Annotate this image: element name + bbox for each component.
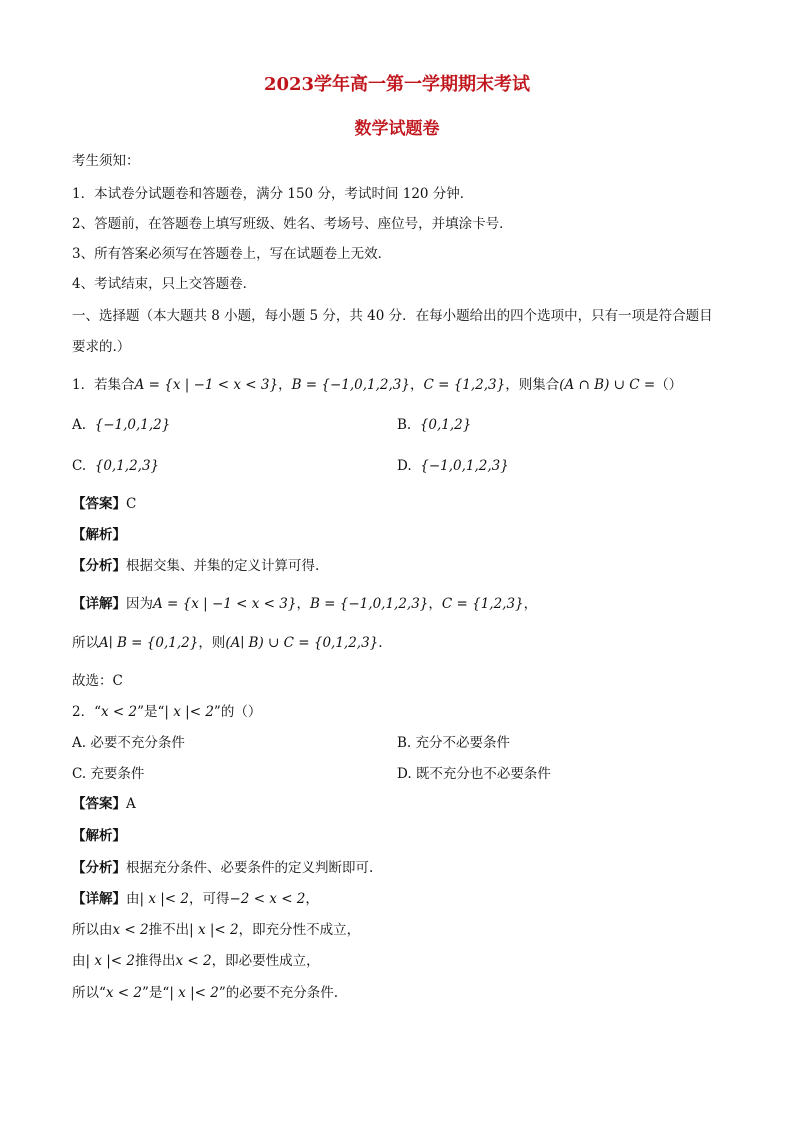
q1-set-b: B = {−1,0,1,2,3} bbox=[291, 377, 410, 393]
q1-prefix: 若集合 bbox=[94, 377, 135, 393]
section-heading-line2: 要求的.） bbox=[72, 339, 131, 355]
q2-option-c: C. 充要条件 bbox=[72, 766, 145, 782]
q1-xiangjie: 【详解】因为A = {x | −1 < x < 3}，B = {−1,0,1,2,3}，C = {1,2,3}， bbox=[72, 596, 538, 612]
q2-option-b: B. 充分不必要条件 bbox=[397, 735, 511, 751]
q2-xiangjie-line4: 所以“x < 2”是“| x |< 2”的必要不充分条件. bbox=[72, 985, 339, 1001]
exam-title: 2023学年高一第一学期期末考试 bbox=[263, 74, 531, 95]
section-heading-line1: 一、选择题（本大题共 8 小题，每小题 5 分，共 40 分．在每小题给出的四个选项中，只有一项是符合题目 bbox=[72, 308, 713, 324]
q1-option-c: C. {0,1,2,3} bbox=[72, 458, 160, 474]
q1-paren: （） bbox=[655, 377, 683, 393]
exam-subtitle: 数学试题卷 bbox=[354, 119, 440, 139]
q1-sep2: ， bbox=[409, 377, 424, 393]
q1-sep1: ， bbox=[278, 377, 292, 393]
notice-item-3: 3、所有答案必须写在答题卷上，写在试题卷上无效． bbox=[72, 246, 392, 262]
notice-item-2: 2、答题前，在答题卷上填写班级、姓名、考场号、座位号，并填涂卡号． bbox=[72, 216, 513, 232]
q1-option-a: A. {−1,0,1,2} bbox=[72, 417, 171, 433]
q2-xiangjie-line2: 所以由x < 2推不出| x |< 2，即充分性不成立， bbox=[72, 922, 361, 938]
q2-xiangjie-line1: 【详解】由| x |< 2，可得−2 < x < 2， bbox=[72, 891, 319, 907]
notice-heading: 考生须知： bbox=[72, 153, 140, 169]
q1-number: 1． bbox=[72, 377, 95, 393]
q1-expr: (A ∩ B) ∪ C = bbox=[559, 377, 656, 393]
q1-answer: 【答案】C bbox=[72, 496, 137, 512]
q1-stem bbox=[72, 376, 732, 394]
q1-ask: ，则集合 bbox=[505, 377, 560, 393]
notice-item-4: 4、考试结束，只上交答题卷． bbox=[72, 276, 257, 292]
notice-item-1: 1．本试卷分试题卷和答题卷，满分 150 分，考试时间 120 分钟． bbox=[72, 186, 474, 202]
q2-analysis-tag: 【解析】 bbox=[72, 828, 126, 844]
q2-answer: 【答案】A bbox=[72, 796, 136, 812]
q1-so: 所以A∣ B = {0,1,2}，则(A∣ B) ∪ C = {0,1,2,3}. bbox=[72, 635, 383, 651]
q2-xiangjie-line3: 由| x |< 2推得出x < 2，即必要性成立， bbox=[72, 953, 320, 969]
q2-option-a: A. 必要不充分条件 bbox=[72, 735, 185, 751]
q1-analysis-tag: 【解析】 bbox=[72, 527, 126, 543]
q1-option-d: D. {−1,0,1,2,3} bbox=[397, 458, 509, 474]
q1-set-c: C = {1,2,3} bbox=[423, 377, 506, 393]
q2-option-d: D. 既不充分也不必要条件 bbox=[397, 766, 551, 782]
q1-fenxi: 【分析】根据交集、并集的定义计算可得. bbox=[72, 558, 320, 574]
q1-option-b: B. {0,1,2} bbox=[397, 417, 472, 433]
q1-set-a: A = {x | −1 < x < 3} bbox=[134, 377, 279, 393]
q1-choice: 故选：C bbox=[72, 673, 123, 689]
q2-stem: 2．“x < 2”是“| x |< 2”的（） bbox=[72, 704, 262, 720]
q2-fenxi: 【分析】根据充分条件、必要条件的定义判断即可. bbox=[72, 860, 374, 876]
